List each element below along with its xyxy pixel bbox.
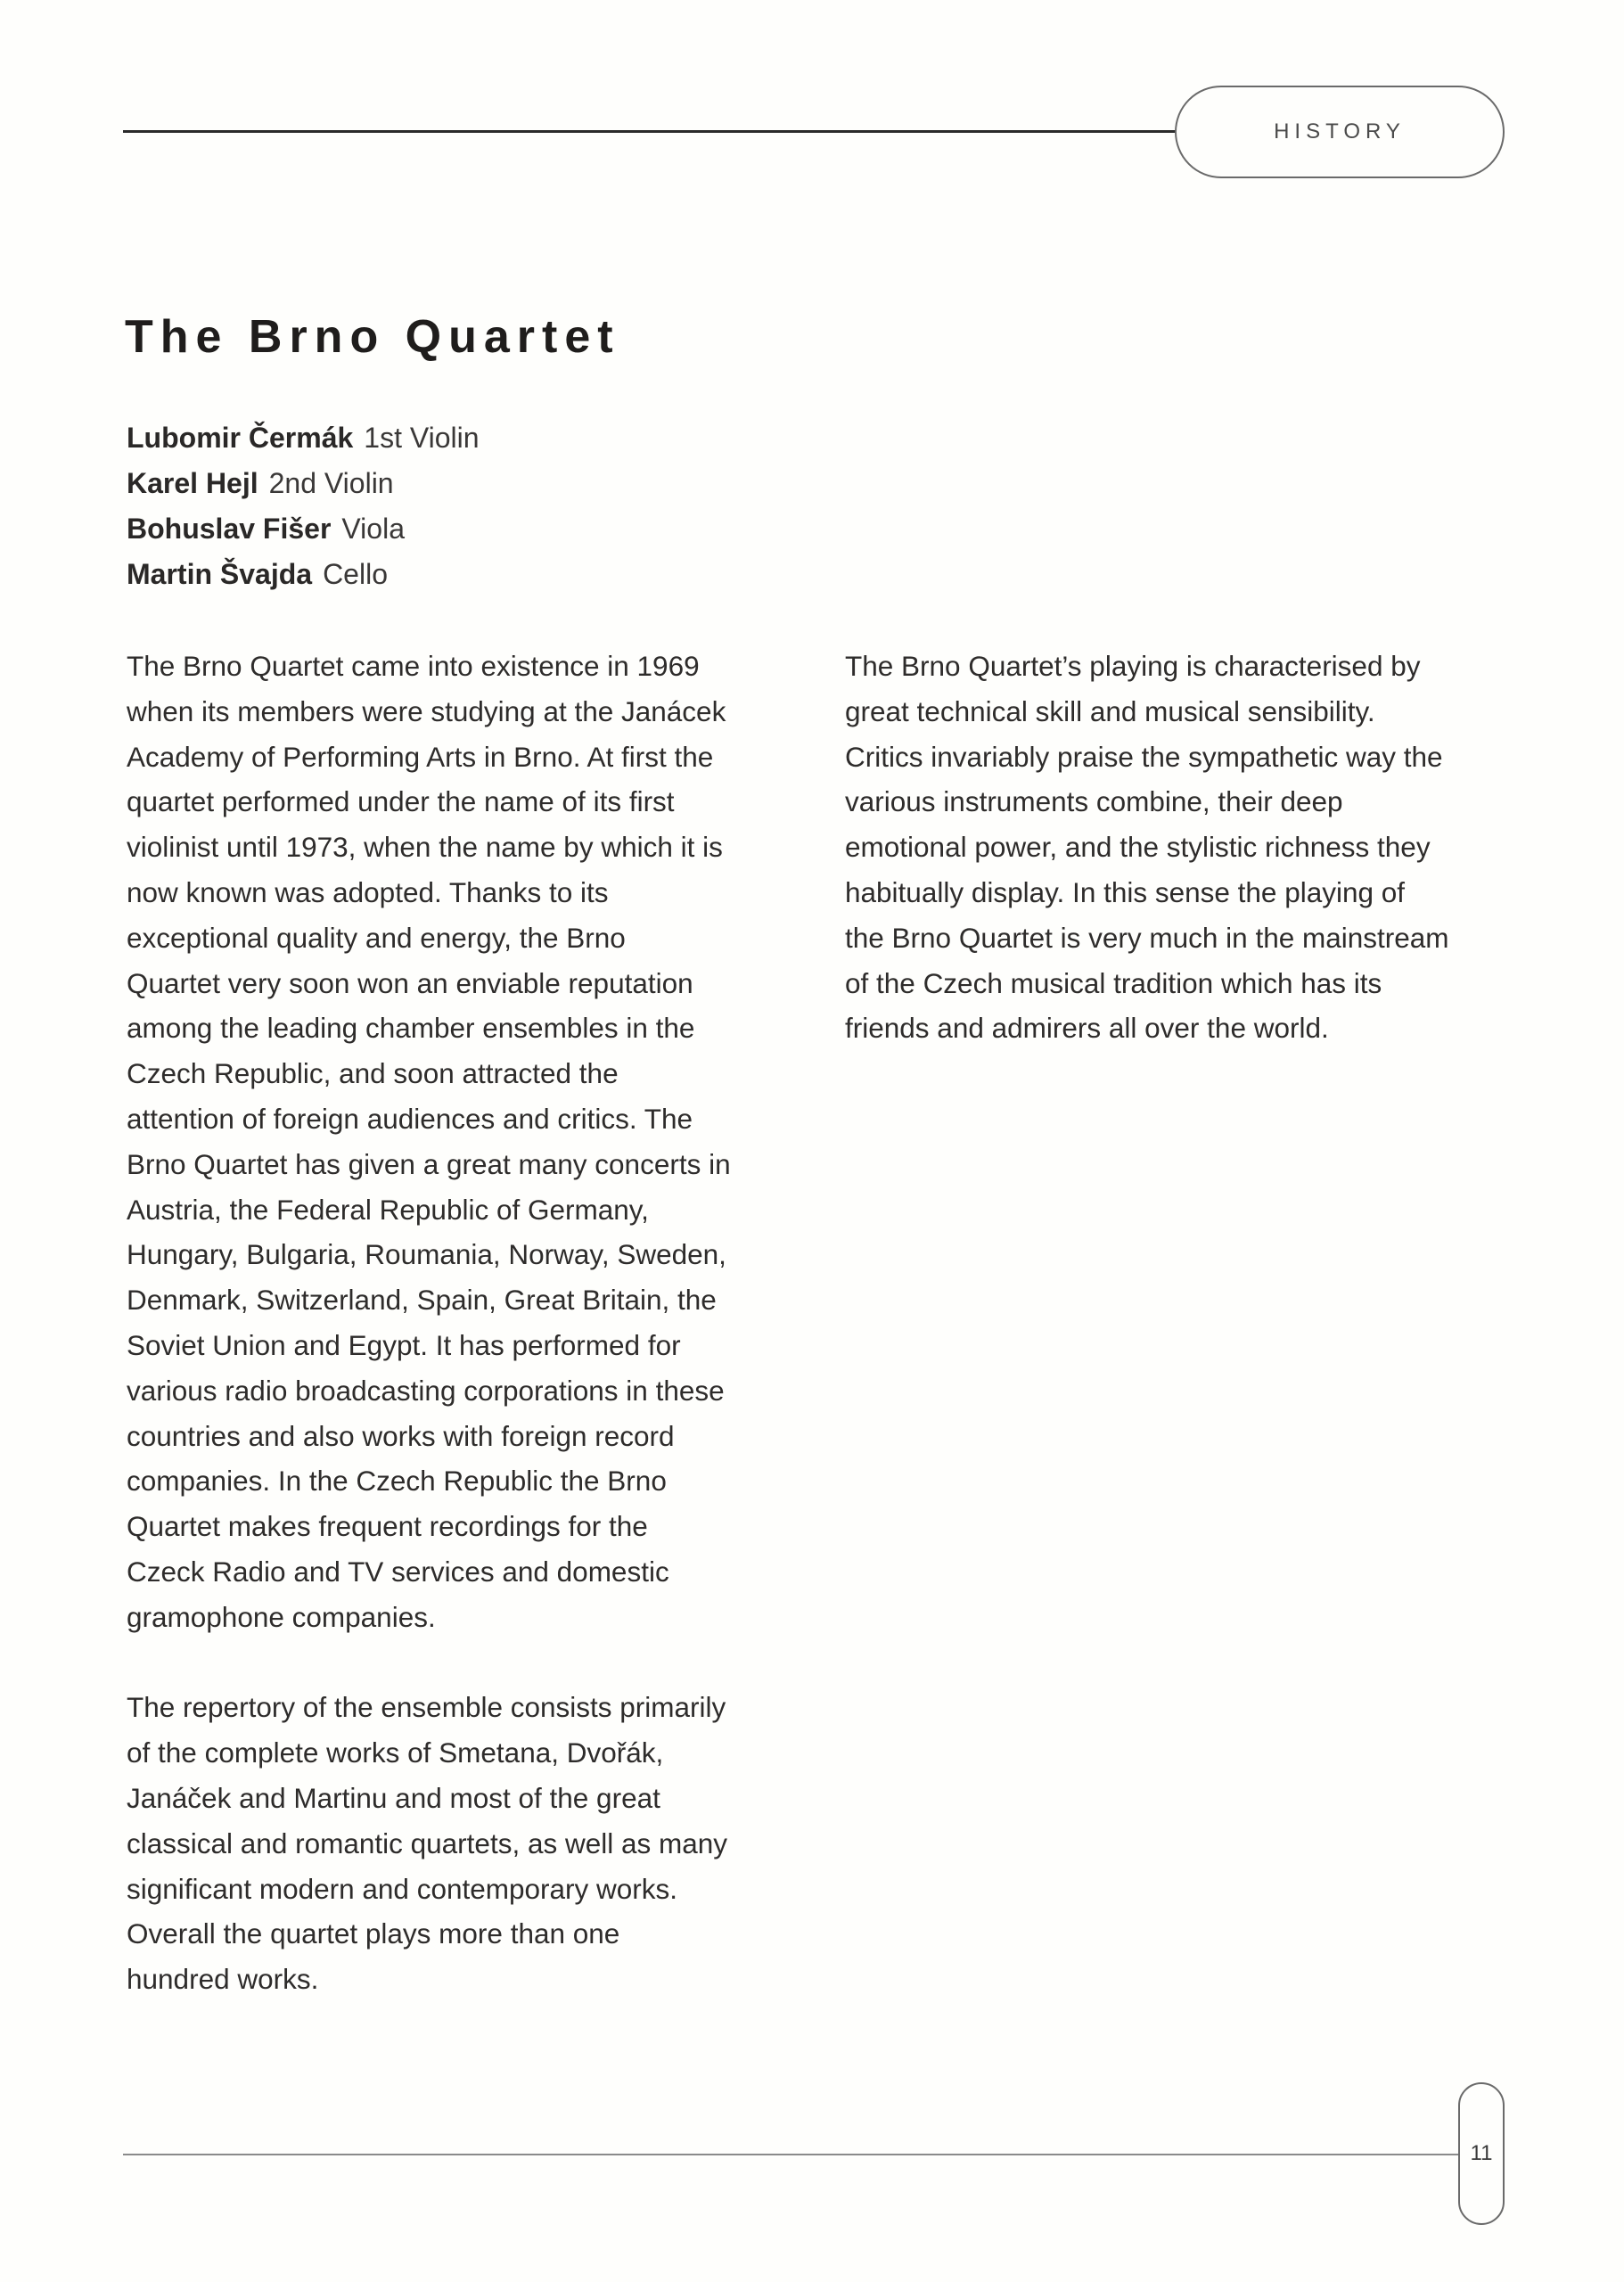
paragraph-style [845, 644, 1522, 1051]
member-row [127, 461, 480, 506]
member-row [127, 506, 480, 552]
text-line: The Brno Quartet came into existence in 1969 [127, 650, 700, 682]
text-line: Quartet very soon won an enviable reputation [127, 966, 693, 999]
text-line: emotional power, and the stylistic richness they [845, 831, 1431, 864]
footer-rule [123, 2154, 1460, 2155]
header-rule [123, 130, 1177, 133]
right-column [845, 644, 1522, 1051]
page-number-pill [1458, 2082, 1505, 2225]
text-line: countries and also works with foreign record [127, 1419, 675, 1452]
page-title: The Brno Quartet [125, 311, 620, 363]
member-role: Viola [341, 513, 405, 545]
member-role: 2nd Violin [268, 467, 394, 499]
text-line: The repertory of the ensemble consists primarily [127, 1691, 726, 1724]
text-line: of the Czech musical tradition which has its [845, 966, 1382, 999]
text-line: Czech Republic, and soon attracted the [127, 1057, 619, 1090]
text-line: classical and romantic quartets, as well as many [127, 1826, 728, 1859]
text-line: gramophone companies. [127, 1600, 436, 1633]
text-line: great technical skill and musical sensibility. [845, 694, 1375, 727]
member-name: Martin Švajda [127, 558, 313, 590]
text-line: when its members were studying at the Janácek [127, 694, 726, 727]
text-line: now known was adopted. Thanks to its [127, 875, 609, 908]
member-name: Lubomir Čermák [127, 422, 354, 454]
text-line: among the leading chamber ensembles in the [127, 1012, 695, 1045]
text-line: Austria, the Federal Republic of Germany, [127, 1193, 649, 1226]
left-column [127, 644, 804, 2002]
text-line: Brno Quartet has given a great many concerts in [127, 1147, 731, 1180]
text-line: Denmark, Switzerland, Spain, Great Britain, the [127, 1284, 717, 1317]
member-name: Bohuslav Fišer [127, 513, 332, 545]
text-line: Critics invariably praise the sympathetic way the [845, 740, 1443, 773]
member-name: Karel Hejl [127, 467, 258, 499]
text-line: Hungary, Bulgaria, Roumania, Norway, Sweden, [127, 1238, 726, 1271]
text-line: violinist until 1973, when the name by which it is [127, 831, 723, 864]
member-row [127, 552, 480, 597]
member-row [127, 415, 480, 461]
text-line: significant modern and contemporary works. [127, 1872, 678, 1905]
paragraph-history [127, 644, 804, 1640]
text-line: habitually display. In this sense the playing of [845, 875, 1406, 908]
paragraph-repertory [127, 1685, 804, 2002]
page-number: 11 [1470, 2141, 1493, 2165]
text-line: Quartet makes frequent recordings for the [127, 1510, 648, 1543]
member-role: Cello [323, 558, 388, 590]
text-line: attention of foreign audiences and critics. The [127, 1102, 693, 1135]
text-line: quartet performed under the name of its first [127, 785, 675, 818]
text-line: companies. In the Czech Republic the Brno [127, 1465, 667, 1498]
text-line: Czeck Radio and TV services and domestic [127, 1555, 669, 1588]
text-line: of the complete works of Smetana, Dvořák, [127, 1736, 664, 1769]
text-line: exceptional quality and energy, the Brno [127, 921, 626, 954]
text-line: The Brno Quartet’s playing is characterised by [845, 650, 1421, 682]
text-line: various instruments combine, their deep [845, 785, 1343, 818]
text-line: various radio broadcasting corporations in these [127, 1374, 725, 1407]
section-label: HISTORY [1274, 119, 1406, 144]
text-line: Janáček and Martinu and most of the great [127, 1781, 660, 1814]
section-label-pill [1175, 86, 1505, 178]
text-line: hundred works. [127, 1963, 319, 1996]
member-list [127, 415, 480, 597]
text-line: Overall the quartet plays more than one [127, 1917, 620, 1950]
member-role: 1st Violin [364, 422, 480, 454]
text-line: the Brno Quartet is very much in the mainstream [845, 921, 1449, 954]
text-line: Academy of Performing Arts in Brno. At first the [127, 740, 714, 773]
text-line: friends and admirers all over the world. [845, 1012, 1329, 1045]
text-line: Soviet Union and Egypt. It has performed for [127, 1328, 681, 1361]
